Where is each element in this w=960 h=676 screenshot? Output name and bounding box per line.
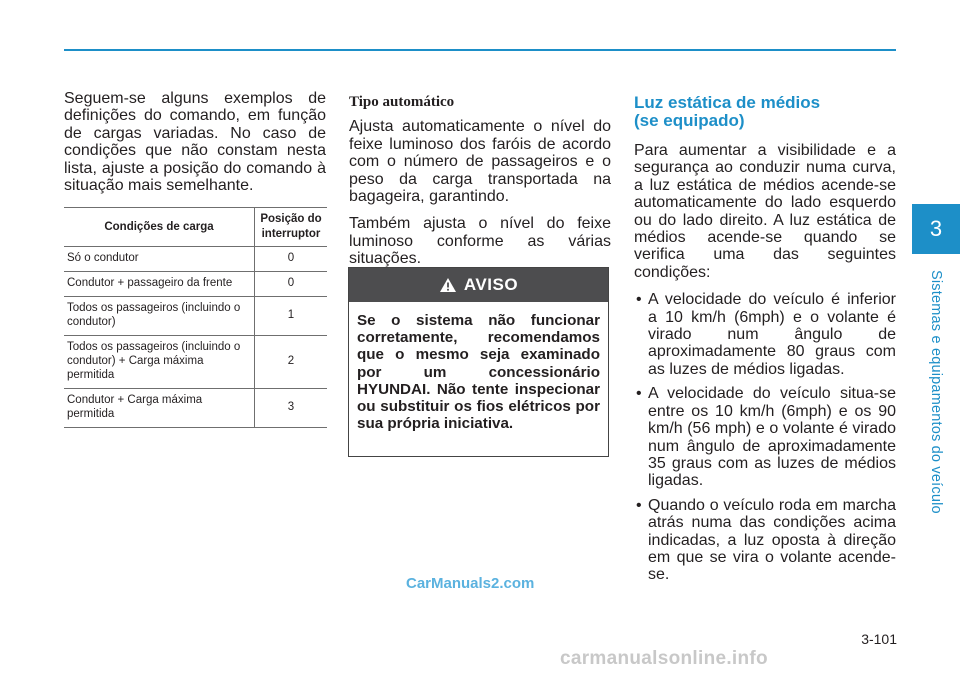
list-item: • A velocidade do veículo é inferior a 10 km/h (6mph) e o volante é virado num ângulo de aproximadamente 80 graus com as luzes de médios ligadas. (634, 291, 896, 378)
position-cell: 3 (255, 389, 328, 428)
chapter-side-label: Sistemas e equipamentos do veículo (928, 270, 944, 514)
table-row (64, 272, 327, 297)
warning-text: Se o sistema não funcionar corretamente, recomendamos que o mesmo seja examinado por um concessionário HYUNDAI. Não tente inspecionar ou substituir os fios elétricos por sua própria iniciativa. (357, 312, 600, 433)
table-row (64, 247, 327, 272)
intro-paragraph: Seguem-se alguns exemplos de definições do comando, em função de cargas variadas. No caso de condições que não constam nesta lista, ajuste a posição do comando à situação mais semelhante. (64, 90, 326, 195)
static-light-paragraph: Para aumentar a visibilidade e a segurança ao conduzir numa curva, a luz estática de médios acende-se automaticamente do lado esquerdo ou do lado direito. A luz estática de médios acende-se quando se verifica uma das seguintes condições: (634, 142, 896, 281)
table-row (64, 336, 327, 389)
watermark-top: CarManuals2.com (406, 575, 535, 592)
position-cell: 2 (255, 336, 328, 389)
warning-header (349, 268, 608, 302)
load-conditions-table (64, 207, 327, 428)
column-left (64, 90, 326, 204)
table-row (64, 297, 327, 336)
position-cell: 0 (255, 272, 328, 297)
table-row (64, 389, 327, 428)
chapter-tab: 3 (912, 204, 960, 254)
load-cell: Condutor + Carga máxima permitida (64, 389, 255, 428)
load-cell: Só o condutor (64, 247, 255, 272)
watermark-bottom: carmanualsonline.info (560, 648, 768, 669)
load-cell: Condutor + passageiro da frente (64, 272, 255, 297)
header-load-conditions: Condições de carga (64, 208, 255, 247)
warning-triangle-icon (439, 277, 457, 293)
position-cell: 0 (255, 247, 328, 272)
load-cell: Todos os passageiros (incluindo o condutor) + Carga máxima permitida (64, 336, 255, 389)
page-number: 3-101 (861, 631, 897, 647)
section-heading-automatic: Tipo automático (349, 94, 455, 110)
conditions-list (634, 291, 896, 584)
load-cell: Todos os passageiros (incluindo o condutor) (64, 297, 255, 336)
heading-line-2: (se equipado) (634, 111, 745, 130)
column-right (634, 90, 896, 591)
column-middle (349, 90, 611, 278)
heading-line-1: Luz estática de médios (634, 93, 821, 112)
header-switch-position: Posição do interruptor (255, 208, 328, 247)
position-cell: 1 (255, 297, 328, 336)
table-header-row (64, 208, 327, 247)
list-item: • A velocidade do veículo situa-se entre os 10 km/h (6mph) e os 90 km/h (56 mph) e o volante é virado num ângulo de aproximadamente 35 graus com as luzes de médios ligadas. (634, 385, 896, 489)
automatic-paragraph-2: Também ajusta o nível do feixe luminoso conforme as várias situações. (349, 215, 611, 268)
automatic-paragraph-1: Ajusta automaticamente o nível do feixe luminoso dos faróis de acordo com o número de passageiros e o peso da carga transportada na bagageira, garantindo. (349, 118, 611, 206)
header-rule (64, 49, 896, 51)
list-item: • Quando o veículo roda em marcha atrás numa das condições acima indicadas, a luz oposta à direção em que se vira o volante acende-se. (634, 497, 896, 584)
section-heading-static-light (634, 94, 896, 130)
warning-box (348, 267, 609, 457)
warning-title: AVISO (463, 275, 519, 294)
